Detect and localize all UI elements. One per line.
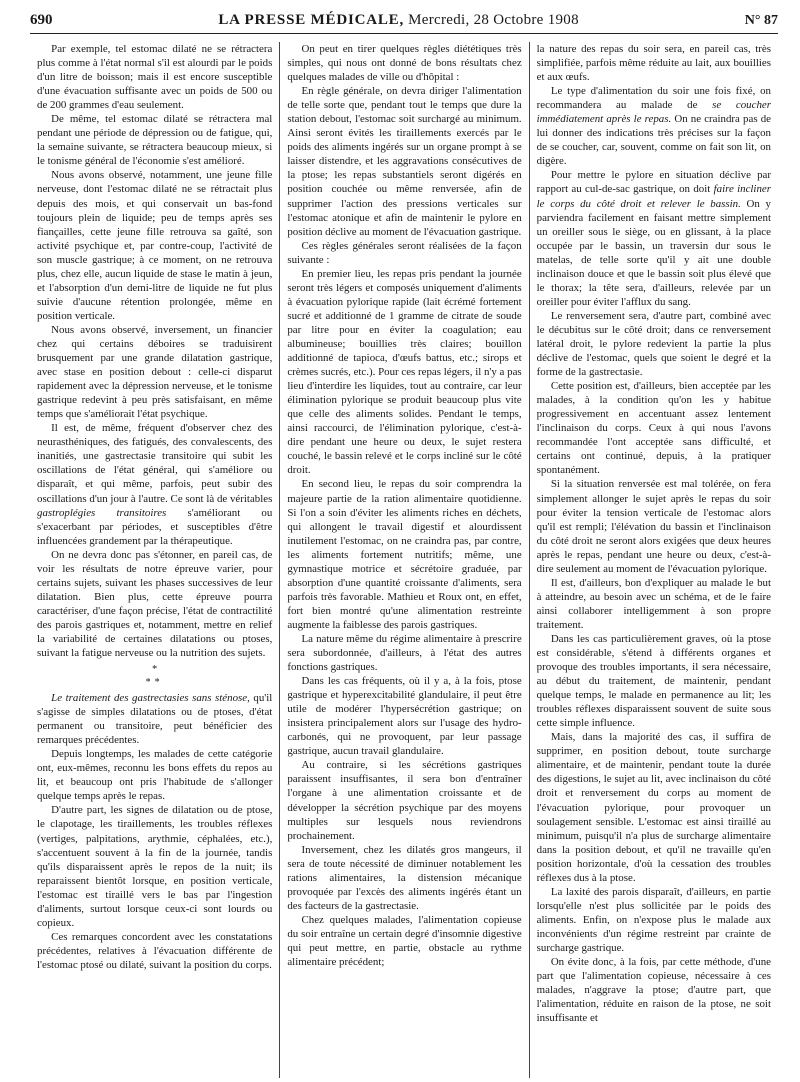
asterism-top: * bbox=[152, 664, 158, 676]
paragraph: Cette position est, d'ailleurs, bien acceptée par les malades, à la condition qu'on les y habitue progressivement en accentuant assez lentement l'inclinaison du corps. Ceux à qui nous l'avons recommandée l'ont acceptée sans difficulté, et certains ont continué, depuis, à la pratiquer spontanément. bbox=[536, 380, 771, 477]
paragraph-text: Pour mettre le pylore en situation déclive par rapport au cul-de-sac gastrique, on doit bbox=[536, 169, 771, 196]
page-number: 690 bbox=[30, 12, 53, 28]
paragraph-text: Il est, de même, fréquent d'observer chez des neurasthéniques, des fatigués, des convalescents, des inanitiés, une gastrectasie transitoire qui subit les oscillations de l'état général, qui s'améliore ou disparaît, et qui même, parfois, peut subir des oscillations d'un jour à l'autre. Ce sont là de véritables bbox=[37, 422, 273, 505]
paragraph: En second lieu, le repas du soir comprendra la majeure partie de la ration alimentaire quotidienne. Si l'on a soin d'éviter les aliments riches en déchets, qui allongent le travail digestif et alourdissent inutilement l'estomac, on ne craindra pas, par contre, les aliments fortement nutritifs; même, une gymnastique motrice et sécrétoire graduée, par absorption d'une quantité croissante d'aliments, sera parfois très favorable. Mathieu et Roux ont, en effet, fort bien montré qu'une alimentation restreinte augmente la faiblesse des parois gastriques. bbox=[287, 478, 522, 631]
paragraph: la nature des repas du soir sera, en pareil cas, très simplifiée, parfois même réduite au lait, aux bouillies et aux œufs. bbox=[536, 43, 771, 84]
paragraph: Il est, d'ailleurs, bon d'expliquer au malade le but à atteindre, au besoin avec un schéma, et de le faire ainsi collaborer intelligemment à son propre traitement. bbox=[536, 576, 771, 631]
paragraph-text: s'améliorant ou s'exacerbant par périodes, et susceptibles d'être influencées grandement par la thérapeutique. bbox=[37, 506, 273, 547]
paragraph-text: On ne craindra pas de lui donner des indications très précises sur la façon de se coucher, car, souvent, comme on fait son lit, on digère. bbox=[536, 113, 771, 168]
paragraph: Dans les cas fréquents, où il y a, à la fois, ptose gastrique et hyperexcitabilité glandulaire, il peut être utile de modérer l'hypersécrétion gastrique; on insistera principalement alors sur l'usage des hydro-carbonés, qui ne provoquent, par leur passage gastrique, aucun travail glandulaire. bbox=[287, 675, 522, 758]
emphasis-text: se coucher immédiatement après le repas. bbox=[536, 99, 771, 126]
paragraph: La laxité des parois disparaît, d'ailleurs, en partie lorsqu'elle n'est plus sollicitée par le poids des aliments. Enfin, on n'expose plus le malade aux inconvénients d'un régime restreint par crainte de surcharge gastrique. bbox=[536, 885, 771, 954]
paragraph: On peut en tirer quelques règles diététiques très simples, qui nous ont donné de bons résultats chez quelques malades de ville ou d'hôpital : bbox=[287, 43, 522, 84]
paragraph: Depuis longtemps, les malades de cette catégorie ont, eux-mêmes, reconnu les bons effets du repos au lit, et beaucoup ont pris l'habitude de s'allonger quelque temps après le repas. bbox=[37, 748, 273, 803]
paragraph: Par exemple, tel estomac dilaté ne se rétractera plus comme à l'état normal s'il est alourdi par le poids d'un litre de boisson; mais il est encore susceptible d'une évacuation suffisante avec un poids de 500 ou de 200 grammes d'eau seulement. bbox=[37, 43, 273, 112]
section-heading: Le traitement des gastrectasies sans sténose, bbox=[51, 692, 250, 705]
paragraph-text: On y parviendra facilement en faisant mettre simplement un oreiller sous le siège, ou en glissant, à la place occupée par le bassin, un traversin dur sous le matelas, de telle sorte qu'il y ait une double inclinaison douce et que le bassin soit plus élevé que le thorax; la tête sera, d'ailleurs, relevée par un oreiller pour éviter l'afflux du sang. bbox=[536, 197, 771, 308]
section-asterism bbox=[37, 663, 272, 689]
paragraph: Si la situation renversée est mal tolérée, on fera simplement allonger le sujet après le repas du soir pour éviter la tension verticale de l'estomac alors qu'il est rempli; l'élévation du bassin et l'inclinaison du côté droit ne seront alors exigées que deux heures après le repas, pendant une heure ou deux, c'est-à-dire seulement au moment de l'évacuation pylorique. bbox=[536, 478, 771, 575]
paragraph bbox=[537, 84, 771, 168]
column-right bbox=[529, 42, 778, 1078]
paragraph bbox=[37, 691, 272, 747]
paragraph bbox=[37, 421, 272, 547]
paragraph: Mais, dans la majorité des cas, il suffira de supprimer, en position debout, toute surcharge alimentaire, et de maintenir, pendant toute la durée des digestions, le sujet au lit, avec inclinaison du côté droit et renversement du corps au moment de l'évacuation pylorique, pour provoquer un soulagement sensible. L'estomac est ainsi tiraillé au minimum, puisqu'il n'a plus de surcharge alimentaire dans la position debout, et qu'il ne travaille qu'en position horizontale, d'où la cessation des troubles réflexes dus à la ptose. bbox=[536, 731, 771, 884]
paragraph: De même, tel estomac dilaté se rétractera mal pendant une période de dépression ou de fatigue, qui, la semaine suivante, se rétractera beaucoup mieux, si le tonisme général de l'économie s'est amélioré. bbox=[37, 113, 273, 168]
paragraph-text: qu'il s'agisse de simples dilatations ou de ptoses, d'état permanent ou transitoire, peut bénéficier des remarques précédentes. bbox=[37, 692, 273, 747]
paragraph: Chez quelques malades, l'alimentation copieuse du soir entraîne un certain degré d'insomnie digestive qui peut mettre, en partie, obstacle au rythme alimentaire précédent; bbox=[287, 913, 522, 969]
column-middle bbox=[279, 42, 528, 1078]
journal-title: LA PRESSE MÉDICALE, bbox=[218, 12, 405, 28]
masthead bbox=[218, 12, 579, 29]
paragraph: En règle générale, on devra diriger l'alimentation de telle sorte que, pendant tout le temps que dure la station debout, l'estomac soit surchargé au minimum. Ainsi seront évités les tiraillements exercés par le poids des aliments ingérés sur un organe prompt à se laisser distendre, et les aggravations consécutives de la ptose; les repas substantiels seront digérés en position couchée ou même renversée, afin de supprimer l'action des pressions verticales sur l'estomac atonique et afin de maintenir le pylore en position déclive au moment de l'évacuation gastrique. bbox=[287, 85, 522, 238]
issue-date: Mercredi, 28 Octobre 1908 bbox=[408, 12, 579, 28]
paragraph bbox=[537, 168, 771, 308]
paragraph: On ne devra donc pas s'étonner, en pareil cas, de voir les résultats de notre épreuve varier, pour certains sujets, suivant les phases successives de leur dilatation. Bien plus, cette épreuve pourra caractériser, d'une façon précise, l'état de contractilité des parois gastriques et, notamment, mettre en relief la variabilité de certaines dilatations ou ptoses, suivant la fatigue nerveuse ou la nutrition des sujets. bbox=[37, 548, 273, 660]
emphasis-text: faire incliner le corps du côté droit et relever le bassin. bbox=[536, 183, 771, 210]
asterism-row: ** bbox=[145, 677, 164, 689]
paragraph: Nous avons observé, inversement, un financier chez qui certains déboires se traduisirent brusquement par une grande dilatation gastrique, avec stase en position debout : celle-ci disparut rapidement avec la dépression nerveuse, et le tonisme gastrique redevint à peu près satisfaisant, en même temps que s'améliorait l'état psychique. bbox=[37, 323, 273, 421]
column-left bbox=[30, 42, 279, 1078]
paragraph: Nous avons observé, notamment, une jeune fille nerveuse, dont l'estomac dilaté ne se rétractait plus depuis des mois, et qui conservait un bas-fond toujours plein de liquide; peu de temps après ses fiançailles, cette jeune fille retrouva sa gaîté, son activité psychique et, par contre-coup, l'activité de son muscle gastrique; à ce moment, on ne retrouva plus, chez elle, aucun liquide de stase le matin à jeun, et l'absorption d'un demi-litre de liquide ne fut plus suivie d'aucune rétention prolongée, même en position verticale. bbox=[37, 169, 273, 322]
paragraph: Inversement, chez les dilatés gros mangeurs, il sera de toute nécessité de diminuer notablement les rations alimentaires, la distension mécanique provoquée par l'excès des aliments ingérés étant un des facteurs de la gastrectasie. bbox=[287, 843, 522, 912]
paragraph: En premier lieu, les repas pris pendant la journée seront très légers et composés uniquement d'aliments à évacuation pylorique rapide (lait écrémé fortement sucré et additionné de 1 gramme de citrate de soude par litre pour en éviter la coagulation; eau albumineuse; bouillies très claires; bouillon additionné de tapioca, d'œufs battus, etc.; sirops et crèmes sucrés, etc.). Pour ces repas légers, il n'y a pas lieu d'interdire les liquides, tout au contraire, car leur élimination pylorique se produit beaucoup plus vite que celle des aliments solides. Pendant le temps, ainsi raccourci, de l'élimination pylorique, c'est-à-dire pendant une heure ou deux, le sujet restera couché, le bassin relevé et le corps incliné sur le côté droit. bbox=[287, 267, 522, 477]
paragraph: Ces remarques concordent avec les constatations précédentes, relatives à l'évacuation différente de l'estomac ptosé ou dilaté, suivant la position du corps. bbox=[37, 930, 273, 971]
paragraph: Au contraire, si les sécrétions gastriques paraissent insuffisantes, il sera bon d'entraîner l'organe à une alimentation croissante et de développer la sécrétion psychique par des moyens multiples sur lesquels nous reviendrons prochainement. bbox=[287, 759, 522, 842]
paragraph-text: Le type d'alimentation du soir une fois fixé, on recommandera au malade de bbox=[536, 85, 771, 112]
paragraph: On évite donc, à la fois, par cette méthode, d'une part que l'alimentation copieuse, nécessaire à ces malades, n'aggrave la ptose; d'autre part, que l'alimentation, réduite en raison de la ptose, ne soit insuffisante et bbox=[536, 956, 771, 1025]
issue-number: N° 87 bbox=[744, 13, 778, 28]
emphasis-term: gastroplégies transitoires bbox=[37, 506, 167, 519]
paragraph: D'autre part, les signes de dilatation ou de ptose, le clapotage, les tiraillements, les troubles réflexes (vertiges, palpitations, arythmie, céphalées, etc.), s'accentuent souvent à la fin de la journée, tandis qu'ils disparaissent après le repos de la nuit; ils reparaissent bientôt lorsque, en position verticale, l'estomac est tiraillé vers le bas par l'ingestion d'aliments, surtout lorsque ceux-ci sont lourds ou copieux. bbox=[37, 804, 273, 929]
paragraph: Ces règles générales seront réalisées de la façon suivante : bbox=[287, 239, 522, 266]
text-columns bbox=[30, 42, 778, 1078]
running-head bbox=[30, 0, 778, 34]
paragraph: Le renversement sera, d'autre part, combiné avec le décubitus sur le côté droit; dans ce renversement latéral droit, le pylore redevient la partie la plus déclive de l'estomac, quels que soient le degré et la forme de la gastrectasie. bbox=[536, 309, 771, 379]
paragraph: La nature même du régime alimentaire à prescrire sera subordonnée, d'ailleurs, à l'état des autres fonctions gastriques. bbox=[287, 632, 522, 674]
paragraph: Dans les cas particulièrement graves, où la ptose est considérable, s'étend à différents organes et provoque des troubles importants, il sera nécessaire, au début du traitement, de maintenir, pendant quelque temps, le malade en permanence au lit; les troubles réflexes disparaissent souvent de suite sous cette simple influence. bbox=[536, 632, 771, 730]
